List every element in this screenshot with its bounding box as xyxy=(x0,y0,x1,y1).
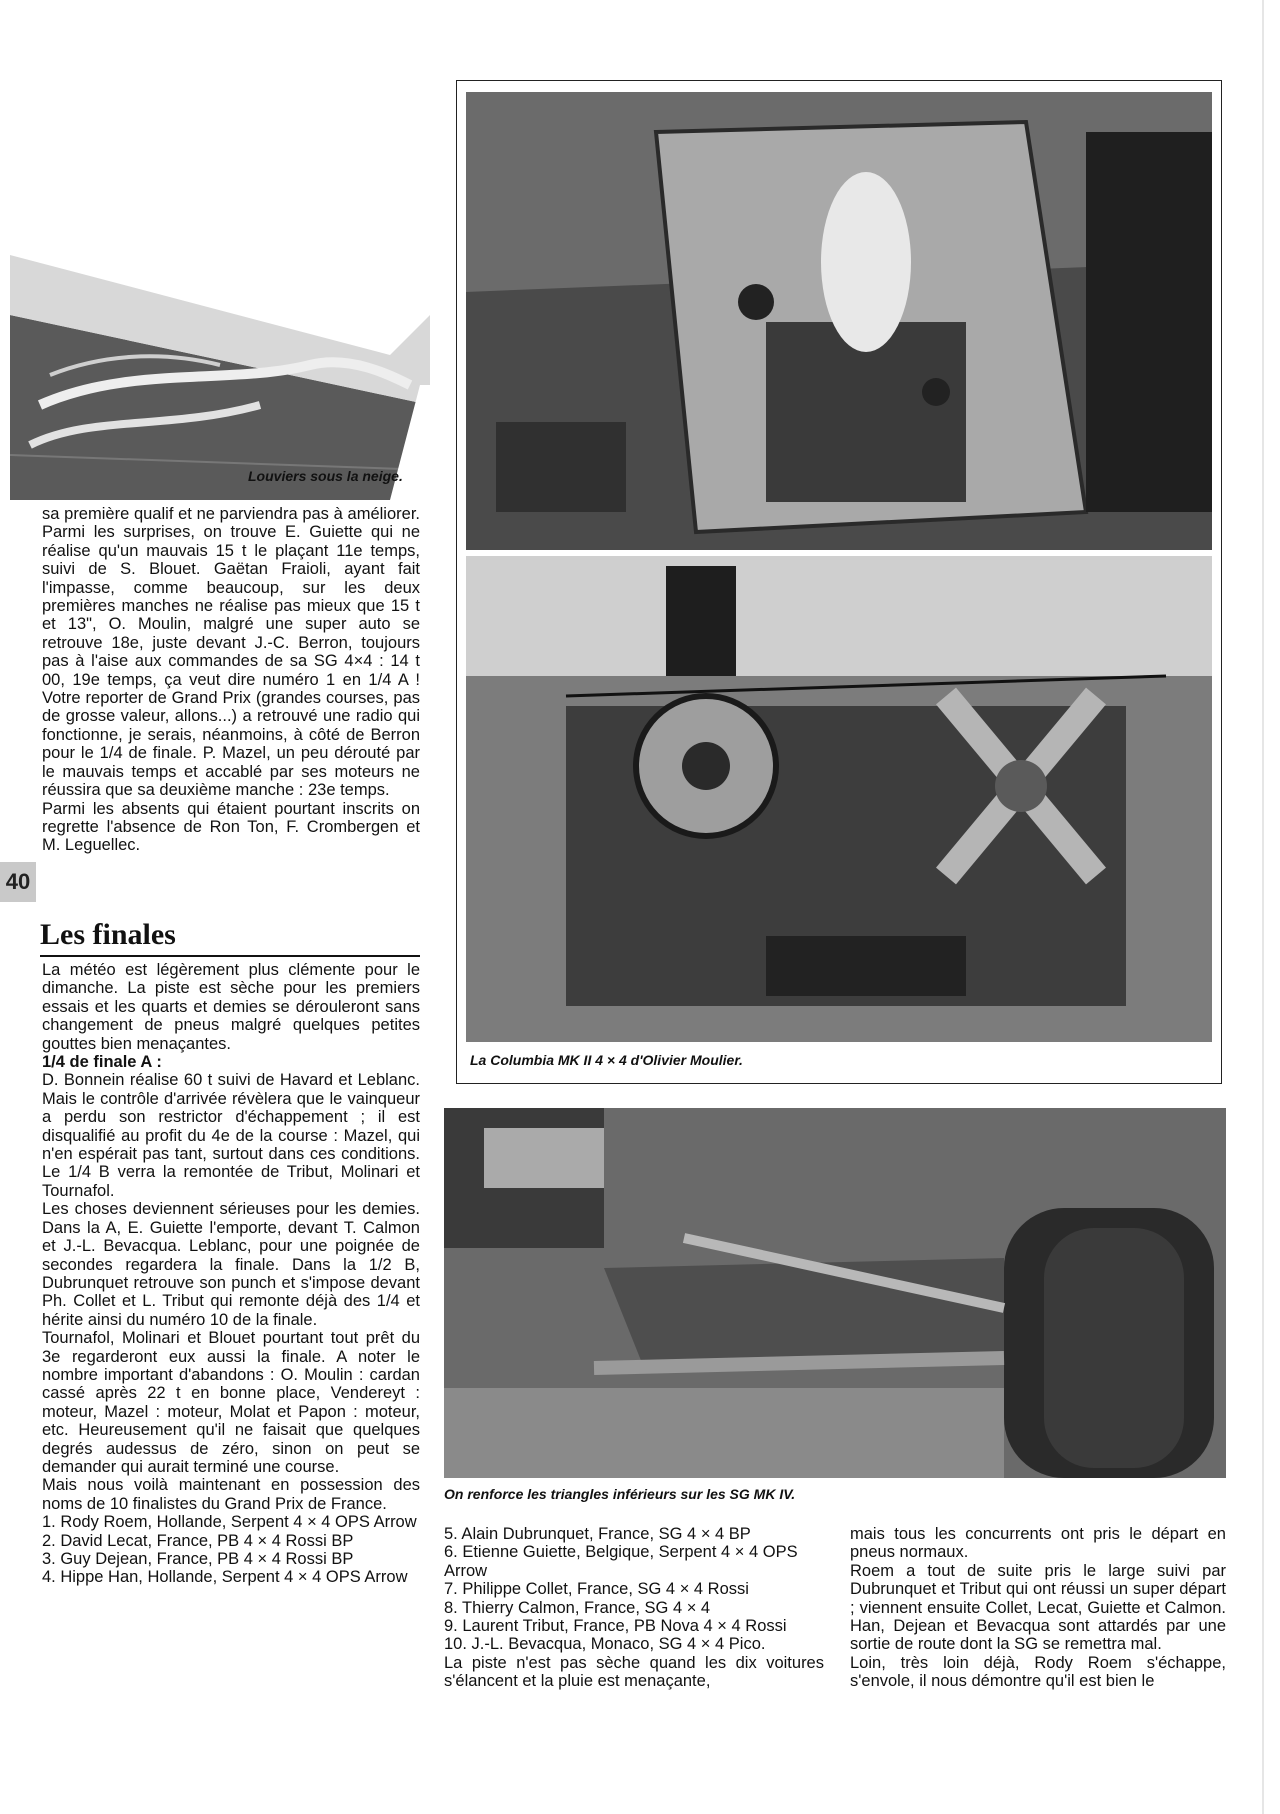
quarter-paragraph-1: D. Bonnein réalise 60 t suivi de Havard et Leblanc. Mais le contrôle d'arrivée révèlera que le vainqueur a perdu son restrictor d'échappement ; il est disqualifié au profit du 4e de la course : Mazel, qui n'en espérait pas tant, surtout dans ces conditions. Le 1/4 B verra la remontée de Tribut, Molinari et Tournafol. xyxy=(42,1071,420,1200)
finalist-6: 6. Etienne Guiette, Belgique, Serpent 4 × 4 OPS Arrow xyxy=(444,1543,798,1580)
finalist-2: 2. David Lecat, France, PB 4 × 4 Rossi BP xyxy=(42,1531,354,1550)
finales-paragraph-1: La météo est légèrement plus clémente pour le dimanche. La piste est sèche pour les premiers essais et les quarts et demies se dérouleront sans changement de pneus malgré quelques petites gouttes bien menaçantes. xyxy=(42,961,420,1053)
middle-paragraph: La piste n'est pas sèche quand les dix voitures s'élancent et la pluie est menaçante, xyxy=(444,1653,824,1691)
finalist-5: 5. Alain Dubrunquet, France, SG 4 × 4 BP xyxy=(444,1525,751,1543)
chassis-top-photo xyxy=(466,92,1212,550)
middle-column-text xyxy=(444,1525,824,1691)
columbia-photo-caption: La Columbia MK II 4 × 4 d'Olivier Moulier. xyxy=(470,1052,743,1068)
quarter-final-subheading: 1/4 de finale A : xyxy=(42,1053,162,1072)
finalist-9: 9. Laurent Tribut, France, PB Nova 4 × 4 Rossi xyxy=(444,1617,787,1636)
quarter-paragraph-2: Les choses deviennent sérieuses pour les demies. Dans la A, E. Guiette l'emporte, devant T. Calmon et J.-L. Bevacqua. Leblanc, pour une poignée de secondes regardera la finale. Dans la 1/2 B, Dubrunquet retrouve son punch et s'impose devant Ph. Collet et L. Tribut qui remonte déjà des 1/4 et hérite ainsi du numéro 10 de la finale. xyxy=(42,1200,420,1329)
circuit-photo xyxy=(10,255,430,500)
finalist-3: 3. Guy Dejean, France, PB 4 × 4 Rossi BP xyxy=(42,1550,354,1568)
right-column-text xyxy=(850,1525,1226,1691)
section-title: Les finales xyxy=(40,918,176,951)
finales-text xyxy=(42,961,420,1587)
finalist-1: 1. Rody Roem, Hollande, Serpent 4 × 4 OPS Arrow xyxy=(42,1513,417,1532)
page-edge-shadow xyxy=(1262,0,1264,1814)
finalist-8: 8. Thierry Calmon, France, SG 4 × 4 xyxy=(444,1598,711,1617)
right-paragraph-1: mais tous les concurrents ont pris le départ en pneus normaux. xyxy=(850,1525,1226,1562)
finalist-10: 10. J.-L. Bevacqua, Monaco, SG 4 × 4 Pico. xyxy=(444,1635,766,1654)
page-number: 40 xyxy=(0,862,36,902)
right-paragraph-3: Loin, très loin déjà, Rody Roem s'échappe, s'envole, il nous démontre qu'il est bien le xyxy=(850,1653,1226,1691)
finalist-7: 7. Philippe Collet, France, SG 4 × 4 Rossi xyxy=(444,1580,749,1599)
columbia-photo xyxy=(466,556,1212,1042)
triangles-photo-caption: On renforce les triangles inférieurs sur les SG MK IV. xyxy=(444,1486,796,1502)
right-paragraph-2: Roem a tout de suite pris le large suivi par Dubrunquet et Tribut qui ont réussi un super départ ; viennent ensuite Collet, Lecat, Guiette et Calmon. Han, Dejean et Bevacqua sont attardés par une sortie de route dont la SG se remettra mal. xyxy=(850,1561,1226,1654)
triangles-image xyxy=(444,1108,1226,1478)
circuit-photo-caption: Louviers sous la neige. xyxy=(248,468,403,484)
quarter-paragraph-3: Tournafol, Molinari et Blouet pourtant tout prêt du 3e regarderont eux aussi la finale. A noter le nombre important d'abandons : O. Moulin : cardan cassé après 22 t en bonne place, Vendereyt : moteur, Mazel : moteur, Molat et Papon : moteur, etc. Heureusement qu'il ne faisait que quelques degrés audessus de zéro, sinon on peut se demander qui aurait terminé une course. xyxy=(42,1329,420,1476)
section-title-rule xyxy=(40,955,420,957)
intro-paragraph-2: Parmi les absents qui étaient pourtant inscrits on regrette l'absence de Ron Ton, F. Crombergen et M. Leguellec. xyxy=(42,799,420,855)
intro-text xyxy=(42,505,420,855)
chassis-top-image xyxy=(466,92,1212,550)
circuit-photo-image xyxy=(10,255,430,500)
triangles-photo xyxy=(444,1108,1226,1478)
intro-paragraph-1: sa première qualif et ne parviendra pas à améliorer. Parmi les surprises, on trouve E. Guiette qui ne réalise qu'un mauvais 15 t le plaçant 11e temps, suivi de S. Blouet. Gaëtan Fraioli, ayant fait l'impasse, comme beaucoup, sur les deux premières manches ne réalise pas mieux que 15 t et 13", O. Moulin, malgré une super auto se retrouve 18e, juste devant J.-C. Berron, toujours pas à l'aise aux commandes de sa SG 4×4 : 14 t 00, 19e temps, ça veut dire numéro 1 en 1/4 A ! Votre reporter de Grand Prix (grandes courses, pas de grosse valeur, allons...) a retrouvé une radio qui fonctionne, je serais, néanmoins, à côté de Berron pour le 1/4 de finale. P. Mazel, un peu dérouté par le mauvais temps et accablé par ses moteurs ne réussira que sa deuxième manche : 23e temps. xyxy=(42,505,420,800)
quarter-paragraph-4: Mais nous voilà maintenant en possession des noms de 10 finalistes du Grand Prix de France. xyxy=(42,1476,420,1513)
columbia-image xyxy=(466,556,1212,1042)
finalist-4: 4. Hippe Han, Hollande, Serpent 4 × 4 OPS Arrow xyxy=(42,1568,408,1587)
